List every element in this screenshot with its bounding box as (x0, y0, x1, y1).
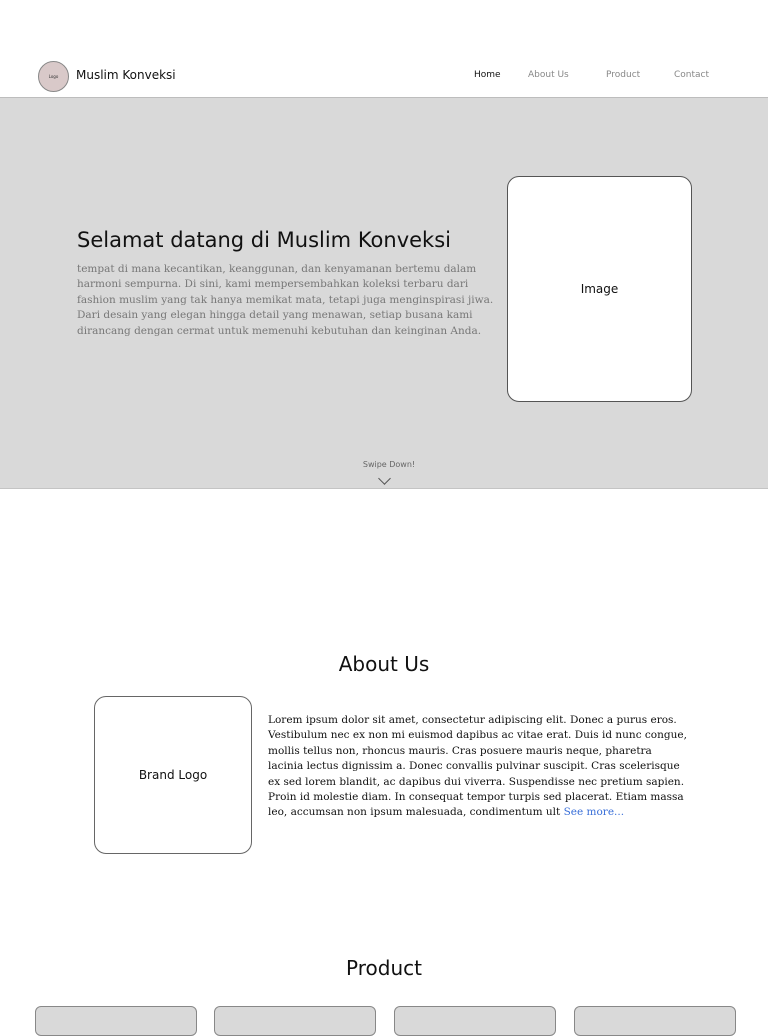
hero-image-label: Image (580, 282, 619, 296)
product-card[interactable] (394, 1006, 556, 1036)
about-title: About Us (338, 652, 430, 676)
navbar (0, 56, 768, 98)
logo-text: Logo (48, 74, 59, 79)
product-card[interactable] (214, 1006, 376, 1036)
logo[interactable] (38, 61, 69, 92)
brand-logo-placeholder (94, 696, 252, 854)
hero-image-placeholder (507, 176, 692, 402)
hero-description: tempat di mana kecantikan, keanggunan, dan kenyamanan bertemu dalam harmoni sempurna. Di sini, kami mempersembahkan koleksi terbaru dari fashion muslim yang tak hanya memikat mata, tetapi juga menginspirasi jiwa. Dari desain yang elegan hingga detail yang menawan, setiap busana kami dirancang dengan cermat untuk memenuhi kebutuhan dan keinginan Anda. (77, 263, 494, 337)
product-title: Product (346, 956, 422, 980)
brand-logo-label: Brand Logo (138, 768, 208, 782)
about-text (268, 713, 688, 821)
nav-link-contact[interactable]: Contact (674, 70, 710, 80)
nav-link-about-us[interactable]: About Us (528, 70, 569, 80)
product-card[interactable] (35, 1006, 197, 1036)
nav-link-product[interactable]: Product (606, 70, 641, 80)
swipe-down-hint[interactable]: Swipe Down! (362, 460, 416, 469)
hero-section (0, 98, 768, 489)
about-body: Lorem ipsum dolor sit amet, consectetur adipiscing elit. Donec a purus eros. Vestibulum nec ex non mi euismod dapibus ac vitae erat. Duis id nunc congue, mollis tellus non, rhoncus mauris. Cras posuere mauris neque, pharetra lacinia lectus dignissim a. Donec convallis pulvinar suscipit. Cras scelerisque ex sed lorem blandit, ac dapibus dui viverra. Suspendisse nec pretium sapien. Proin id molestie diam. In consequat tempor turpis sed placerat. Etiam massa leo, accumsan non ipsum malesuada, condimentum ult (268, 714, 687, 819)
nav-link-home[interactable]: Home (474, 70, 501, 80)
brand-name[interactable]: Muslim Konveksi (76, 68, 176, 82)
hero-title: Selamat datang di Muslim Konveksi (77, 228, 451, 252)
chevron-down-icon[interactable] (378, 472, 391, 485)
product-card[interactable] (574, 1006, 736, 1036)
see-more-link[interactable]: See more... (563, 806, 625, 819)
